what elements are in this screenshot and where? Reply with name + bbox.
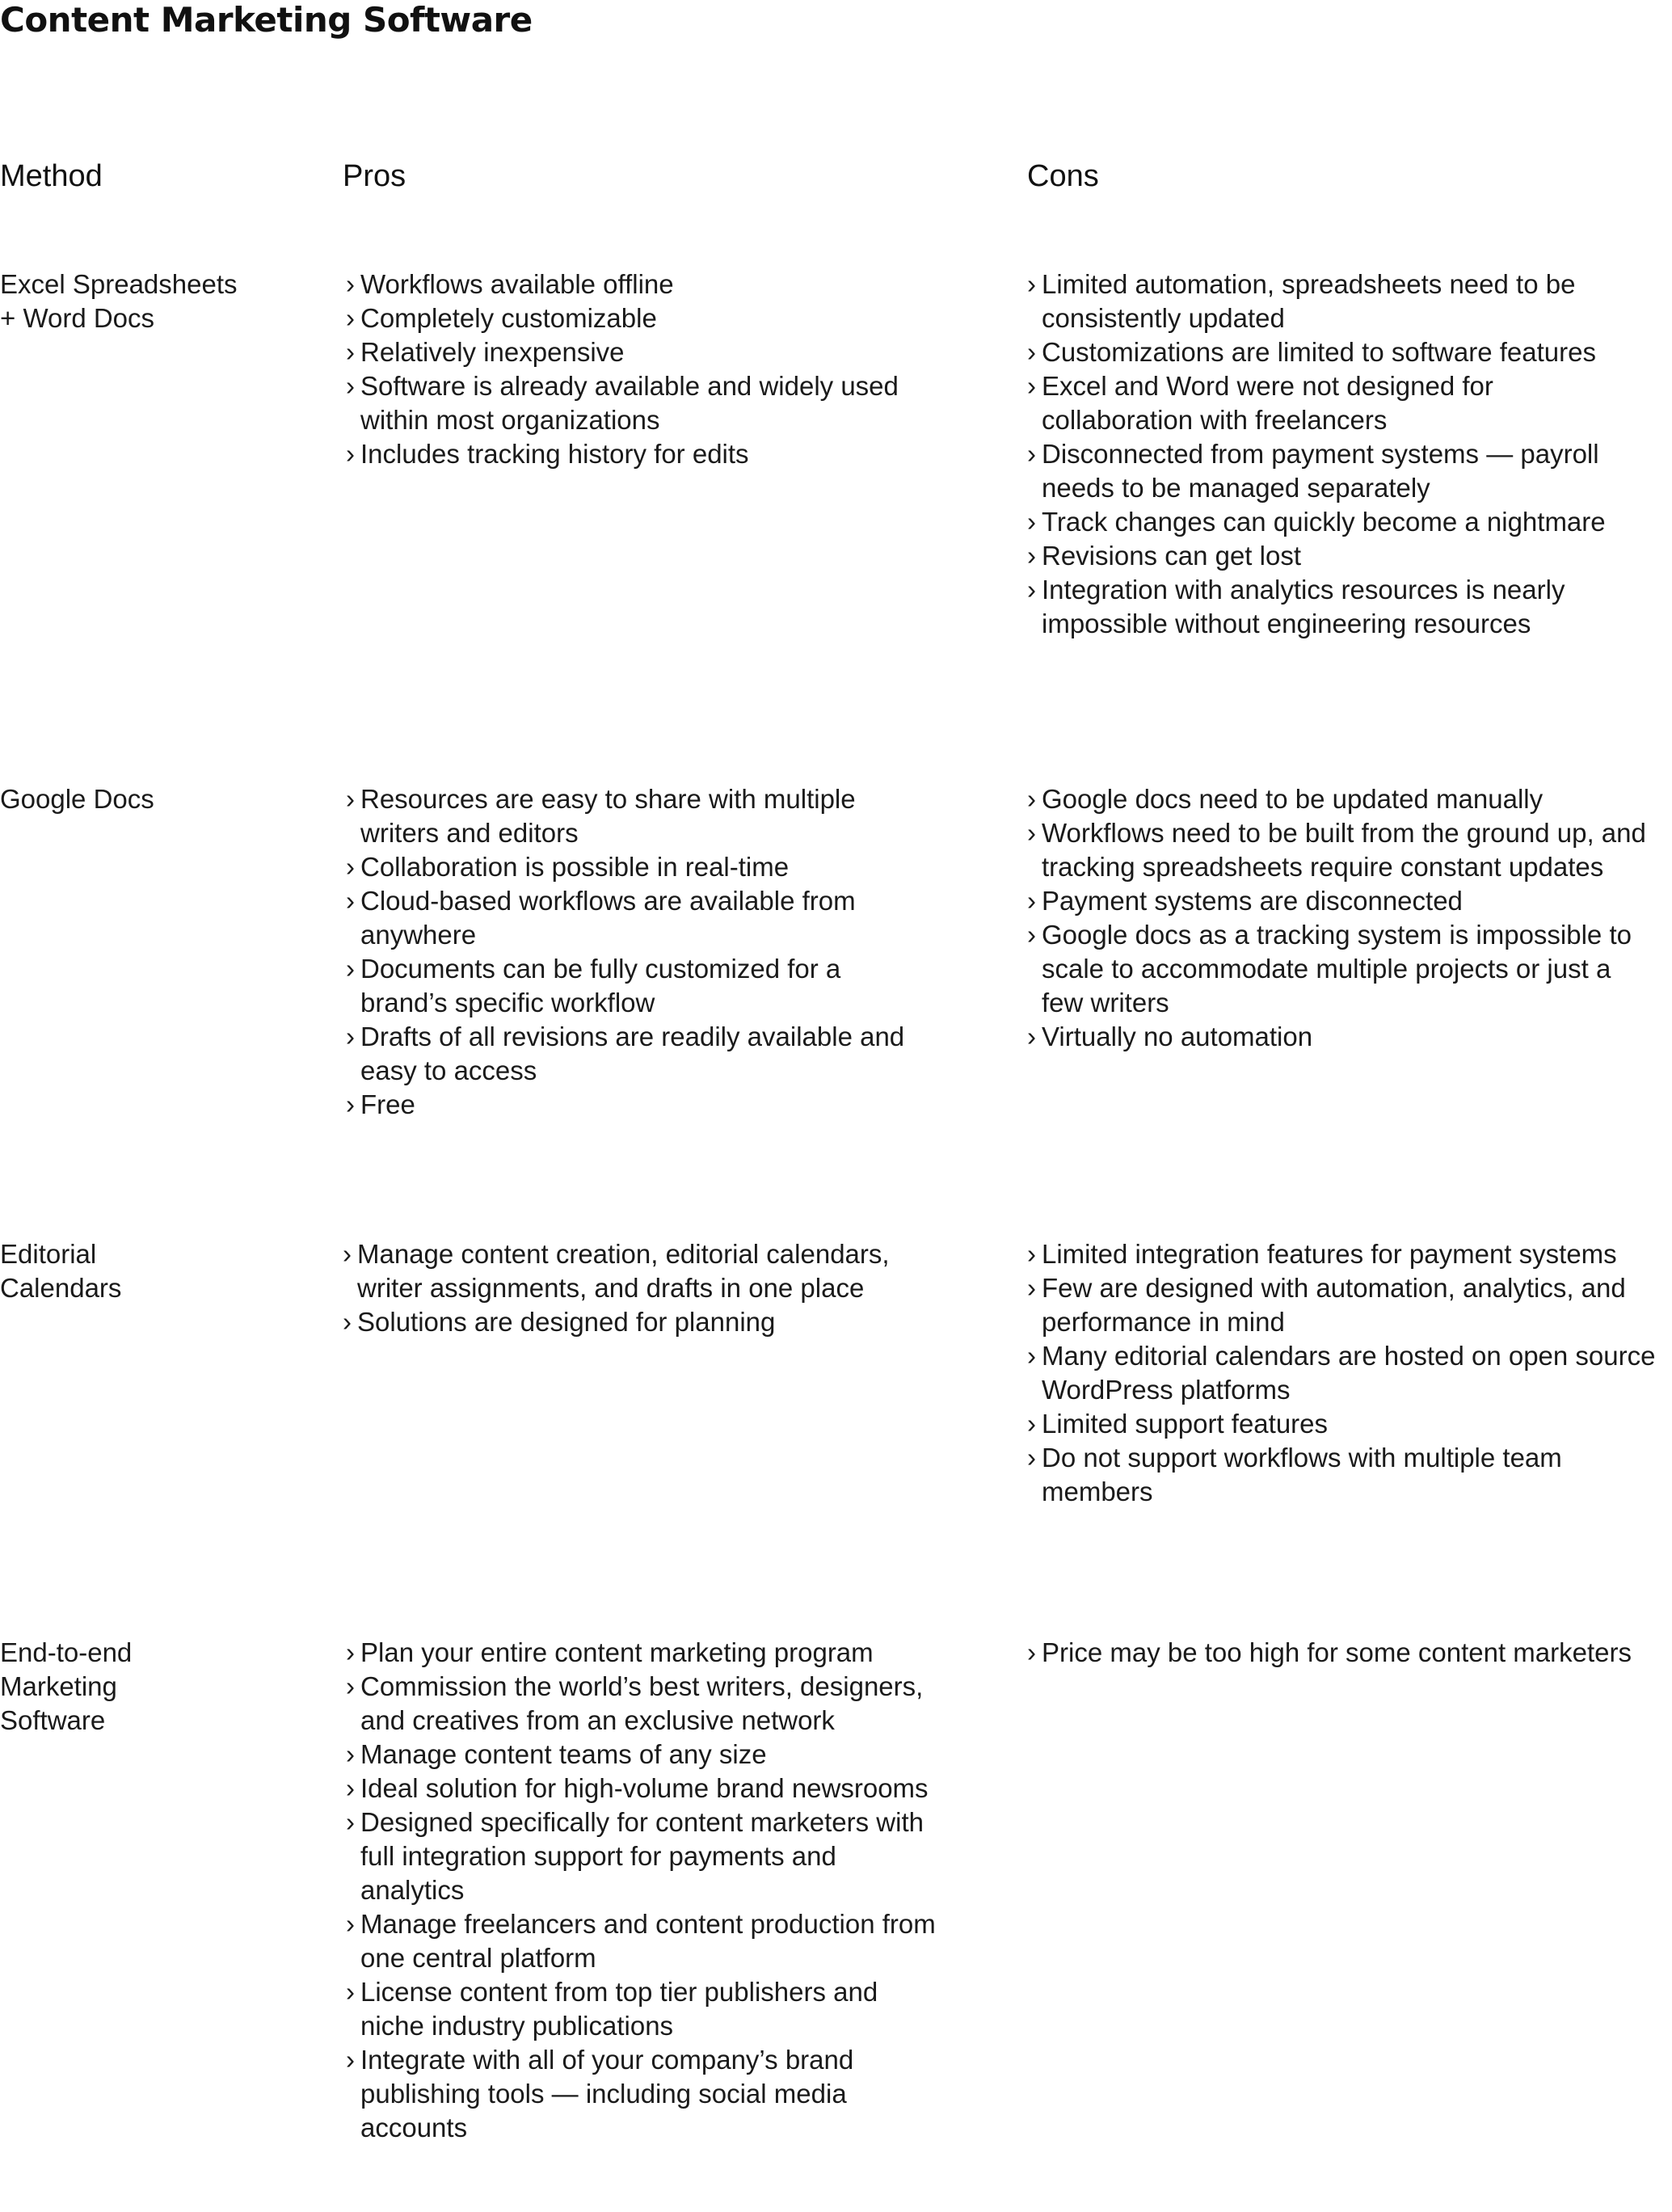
- method-name-line: Excel Spreadsheets: [0, 269, 238, 299]
- page-title: Content Marketing Software: [0, 0, 533, 40]
- cons-list: [1027, 782, 1649, 1054]
- cons-item: › Payment systems are disconnected: [1027, 884, 1649, 918]
- pros-item: › Commission the world’s best writers, designers, and creatives from an exclusive network: [346, 1670, 944, 1738]
- cons-item: › Virtually no automation: [1027, 1020, 1649, 1054]
- pros-list: [346, 1636, 944, 2145]
- pros-list: [343, 1237, 957, 1339]
- method-name-line: Editorial: [0, 1239, 97, 1269]
- cons-item: › Excel and Word were not designed for collaboration with freelancers: [1027, 369, 1609, 437]
- pros-item: › Manage freelancers and content production from one central platform: [346, 1907, 944, 1975]
- method-name-line: Calendars: [0, 1273, 122, 1303]
- cons-item: › Revisions can get lost: [1027, 539, 1609, 573]
- pros-item: › Relatively inexpensive: [346, 335, 912, 369]
- pros-item: › Collaboration is possible in real-time: [346, 850, 928, 884]
- pros-item: › Solutions are designed for planning: [343, 1305, 957, 1339]
- column-header-cons: Cons: [1027, 159, 1099, 193]
- cons-item: › Limited support features: [1027, 1407, 1672, 1441]
- pros-item: › Cloud-based workflows are available from anywhere: [346, 884, 928, 952]
- cons-item: › Workflows need to be built from the ground up, and tracking spreadsheets require constant updates: [1027, 816, 1649, 884]
- pros-list: [346, 782, 928, 1122]
- pros-item: › Designed specifically for content marketers with full integration support for payments and analytics: [346, 1805, 944, 1907]
- method-name: [0, 1237, 307, 1305]
- pros-item: › Resources are easy to share with multiple writers and editors: [346, 782, 928, 850]
- pros-item: › Ideal solution for high-volume brand newsrooms: [346, 1772, 944, 1805]
- pros-item: › License content from top tier publishers and niche industry publications: [346, 1975, 944, 2043]
- pros-item: › Completely customizable: [346, 301, 912, 335]
- cons-item: › Few are designed with automation, analytics, and performance in mind: [1027, 1271, 1672, 1339]
- cons-item: › Integration with analytics resources is nearly impossible without engineering resources: [1027, 573, 1609, 641]
- cons-item: › Limited integration features for payment systems: [1027, 1237, 1672, 1271]
- cons-item: › Price may be too high for some content marketers: [1027, 1636, 1672, 1670]
- method-name-line: Software: [0, 1705, 106, 1735]
- pros-item: › Manage content creation, editorial calendars, writer assignments, and drafts in one place: [343, 1237, 957, 1305]
- cons-item: › Many editorial calendars are hosted on open source WordPress platforms: [1027, 1339, 1672, 1407]
- method-name-line: Google Docs: [0, 784, 154, 814]
- cons-list: [1027, 268, 1609, 641]
- method-name: [0, 782, 307, 816]
- pros-item: › Plan your entire content marketing program: [346, 1636, 944, 1670]
- pros-item: › Manage content teams of any size: [346, 1738, 944, 1772]
- cons-item: › Customizations are limited to software features: [1027, 335, 1609, 369]
- cons-item: › Limited automation, spreadsheets need to be consistently updated: [1027, 268, 1609, 335]
- method-name: [0, 268, 307, 335]
- method-name-line: + Word Docs: [0, 303, 155, 333]
- method-name-line: Marketing: [0, 1671, 117, 1701]
- pros-item: › Includes tracking history for edits: [346, 437, 912, 471]
- method-name: [0, 1636, 307, 1738]
- cons-item: › Disconnected from payment systems — payroll needs to be managed separately: [1027, 437, 1609, 505]
- pros-item: › Integrate with all of your company’s brand publishing tools — including social media accounts: [346, 2043, 944, 2145]
- pros-item: › Drafts of all revisions are readily available and easy to access: [346, 1020, 928, 1088]
- pros-item: › Documents can be fully customized for a brand’s specific workflow: [346, 952, 928, 1020]
- pros-item: › Free: [346, 1088, 928, 1122]
- cons-item: › Google docs need to be updated manually: [1027, 782, 1649, 816]
- pros-list: [346, 268, 912, 471]
- cons-list: [1027, 1237, 1672, 1509]
- cons-list: [1027, 1636, 1672, 1670]
- pros-item: › Software is already available and widely used within most organizations: [346, 369, 912, 437]
- cons-item: › Track changes can quickly become a nightmare: [1027, 505, 1609, 539]
- cons-item: › Do not support workflows with multiple team members: [1027, 1441, 1672, 1509]
- cons-item: › Google docs as a tracking system is impossible to scale to accommodate multiple projects or just a few writers: [1027, 918, 1649, 1020]
- column-header-method: Method: [0, 159, 103, 193]
- method-name-line: End-to-end: [0, 1637, 133, 1667]
- column-header-pros: Pros: [343, 159, 406, 193]
- pros-item: › Workflows available offline: [346, 268, 912, 301]
